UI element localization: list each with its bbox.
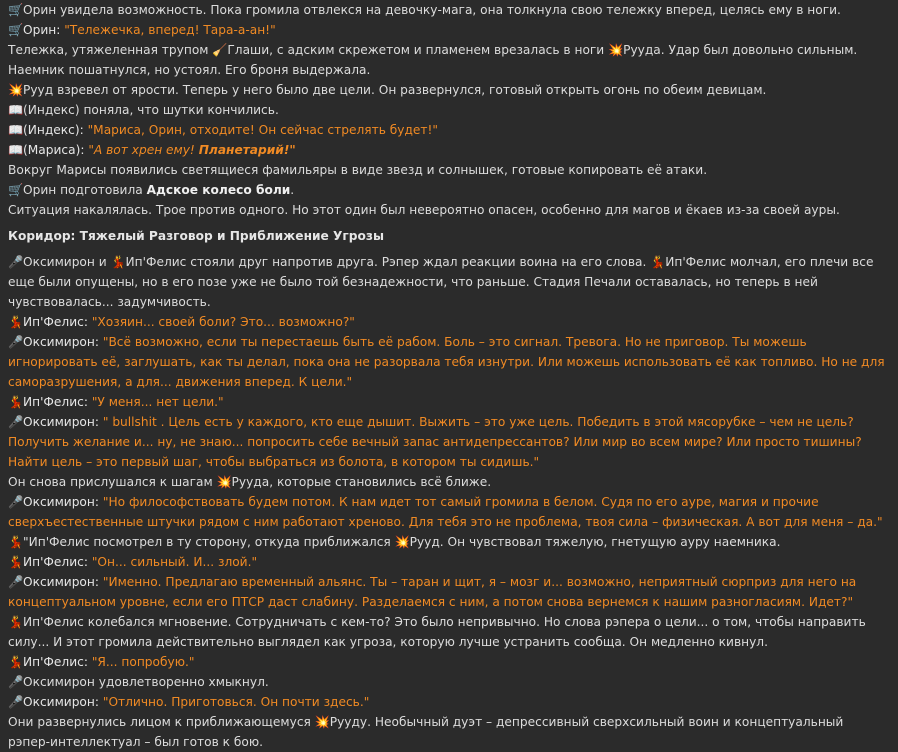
narration-line: 🎤Оксимирон и 💃Ип'Фелис стояли друг напротив друга. Рэпер ждал реакции воина на его слова. 💃Ип'Фелис молчал, его плечи все еще были опущены, но в его позе уже не было той безнадежности, что раньше. Стадия Печали оставалась, но теперь в ней чувствовалась... задумчивость. xyxy=(8,252,888,312)
dialogue-line xyxy=(8,332,888,392)
speaker-name: (Мариса): xyxy=(23,143,85,157)
collision-icon: 💥 xyxy=(394,535,410,549)
dancer-icon: 💃 xyxy=(8,395,24,409)
microphone-icon: 🎤 xyxy=(8,415,24,429)
dialogue-quote: "Но философствовать будем потом. К нам идет тот самый громила в белом. Судя по его ауре, магия и прочие сверхъестественные штучки рядом с ним работают хреново. Для тебя это не проблема, твоя сила – физическая. А вот для меня – да." xyxy=(8,495,883,529)
dialogue-line xyxy=(8,120,888,140)
dialogue-line xyxy=(8,572,888,612)
dialogue-line xyxy=(8,412,888,472)
skill-name: Адское колесо боли xyxy=(146,183,291,197)
collision-icon: 💥 xyxy=(8,83,24,97)
dialogue-quote: "Я... попробую." xyxy=(91,655,195,669)
speaker-name: Оксимирон: xyxy=(23,335,99,349)
narration-line: 🛒Орин подготовила Адское колесо боли. xyxy=(8,180,888,200)
dialogue-quote: "Мариса, Орин, отходите! Он сейчас стрелять будет!" xyxy=(87,123,438,137)
narration-line: 🛒Орин увидела возможность. Пока громила отвлекся на девочку-мага, она толкнула свою тележку вперед, целясь ему в ноги. xyxy=(8,0,888,20)
collision-icon: 💥 xyxy=(608,43,624,57)
dialogue-line xyxy=(8,652,888,672)
speaker-name: Ип'Фелис: xyxy=(23,315,88,329)
dancer-icon: 💃 xyxy=(650,255,666,269)
dancer-icon: 💃 xyxy=(8,555,24,569)
microphone-icon: 🎤 xyxy=(8,255,24,269)
book-icon: 📖 xyxy=(8,123,24,137)
dialogue-line xyxy=(8,312,888,332)
speaker-name: Оксимирон: xyxy=(23,575,99,589)
speaker-name: Оксимирон: xyxy=(23,495,99,509)
microphone-icon: 🎤 xyxy=(8,575,24,589)
person-cart-icon: 🛒 xyxy=(8,3,24,17)
dancer-icon: 💃 xyxy=(8,535,24,549)
collision-icon: 💥 xyxy=(216,475,232,489)
speaker-name: Оксимирон: xyxy=(23,695,99,709)
dialogue-quote: "У меня... нет цели." xyxy=(91,395,224,409)
collision-icon: 💥 xyxy=(314,715,330,729)
narration-line: Они развернулись лицом к приближающемуся 💥Рууду. Необычный дуэт – депрессивный сверхсильный воин и концептуальный рэпер-интеллектуал – был готов к бою. xyxy=(8,712,888,752)
narration-line: Он снова прислушался к шагам 💥Рууда, которые становились всё ближе. xyxy=(8,472,888,492)
dialogue-line xyxy=(8,692,888,712)
dialogue-line xyxy=(8,392,888,412)
microphone-icon: 🎤 xyxy=(8,695,24,709)
dialogue-quote: "Он... сильный. И... злой." xyxy=(91,555,258,569)
dancer-icon: 💃 xyxy=(8,615,24,629)
dialogue-line xyxy=(8,552,888,572)
section-heading: Коридор: Тяжелый Разговор и Приближение Угрозы xyxy=(8,229,384,243)
book-icon: 📖 xyxy=(8,103,24,117)
spell-name: Планетарий!" xyxy=(198,143,296,157)
microphone-icon: 🎤 xyxy=(8,675,24,689)
speaker-name: Ип'Фелис: xyxy=(23,395,88,409)
dialogue-quote: "А вот хрен ему! xyxy=(88,143,195,157)
dancer-icon: 💃 xyxy=(8,655,24,669)
broom-icon: 🧹 xyxy=(212,43,228,57)
speaker-name: Оксимирон: xyxy=(23,415,99,429)
dialogue-quote: "Именно. Предлагаю временный альянс. Ты – таран и щит, я – мозг и... возможно, неприятный сюрприз для него на концептуальном уровне, если его ПТСР даст слабину. Разделаемся с ним, а потом снова вернемся к нашим разногласиям. Идет?" xyxy=(8,575,857,609)
narration-line: 🎤Оксимирон удовлетворенно хмыкнул. xyxy=(8,672,888,692)
narration-line: Ситуация накалялась. Трое против одного. Но этот один был невероятно опасен, особенно для магов и ёкаев из-за своей ауры. xyxy=(8,203,840,217)
dialogue-quote: "Отлично. Приготовься. Он почти здесь." xyxy=(102,695,370,709)
person-cart-icon: 🛒 xyxy=(8,183,24,197)
dialogue-quote: "Тележечка, вперед! Тара-а-ан!" xyxy=(64,23,276,37)
dancer-icon: 💃 xyxy=(8,315,24,329)
book-icon: 📖 xyxy=(8,143,24,157)
narration-line: 💃"Ип'Фелис посмотрел в ту сторону, откуда приближался 💥Рууд. Он чувствовал тяжелую, гнетущую ауру наемника. xyxy=(8,532,888,552)
narration-line: 💥Рууд взревел от ярости. Теперь у него было две цели. Он развернулся, готовый открыть огонь по обеим девицам. xyxy=(8,80,888,100)
microphone-icon: 🎤 xyxy=(8,335,24,349)
dialogue-line xyxy=(8,492,888,532)
dialogue-quote: " bullshit . Цель есть у каждого, кто еще дышит. Выжить – это уже цель. Победить в этой мясорубке – чем не цель? Получить желание и... ну, не знаю... попросить себе вечный запас антидепрессантов? Или мир во всем мире? Или просто тишины? Найти цель – это первый шаг, чтобы выбраться из болота, в котором ты сидишь." xyxy=(8,415,862,469)
narration-line: Вокруг Марисы появились светящиеся фамильяры в виде звезд и солнышек, готовые копировать её атаки. xyxy=(8,163,708,177)
narration-line: 📖(Индекс) поняла, что шутки кончились. xyxy=(8,100,888,120)
speaker-name: Ип'Фелис: xyxy=(23,655,88,669)
speaker-name: Ип'Фелис: xyxy=(23,555,88,569)
narration-line: Тележка, утяжеленная трупом 🧹Глаши, с адским скрежетом и пламенем врезалась в ноги 💥Рууда. Удар был довольно сильным. Наемник пошатнулся, но устоял. Его броня выдержала. xyxy=(8,40,888,80)
dialogue-line xyxy=(8,140,888,160)
microphone-icon: 🎤 xyxy=(8,495,24,509)
narration-line: 💃Ип'Фелис колебался мгновение. Сотрудничать с кем-то? Это было непривычно. Но слова рэпера о цели... о том, чтобы направить силу... И этот громила действительно выглядел как угроза, которую лучше устранить сообща. Он медленно кивнул. xyxy=(8,612,888,652)
dialogue-quote: "Хозяин... своей боли? Это... возможно?" xyxy=(91,315,355,329)
person-cart-icon: 🛒 xyxy=(8,23,24,37)
dialogue-quote: "Всё возможно, если ты перестаешь быть её рабом. Боль – это сигнал. Тревога. Но не приговор. Ты можешь игнорировать её, заглушать, как ты делал, пока она не разорвала тебя изнутри. Или можешь использовать её как топливо. Но не для саморазрушения, а для... движения вперед. К цели." xyxy=(8,335,885,389)
dialogue-line xyxy=(8,20,888,40)
speaker-name: Орин: xyxy=(23,23,61,37)
speaker-name: (Индекс): xyxy=(23,123,84,137)
dancer-icon: 💃 xyxy=(110,255,126,269)
